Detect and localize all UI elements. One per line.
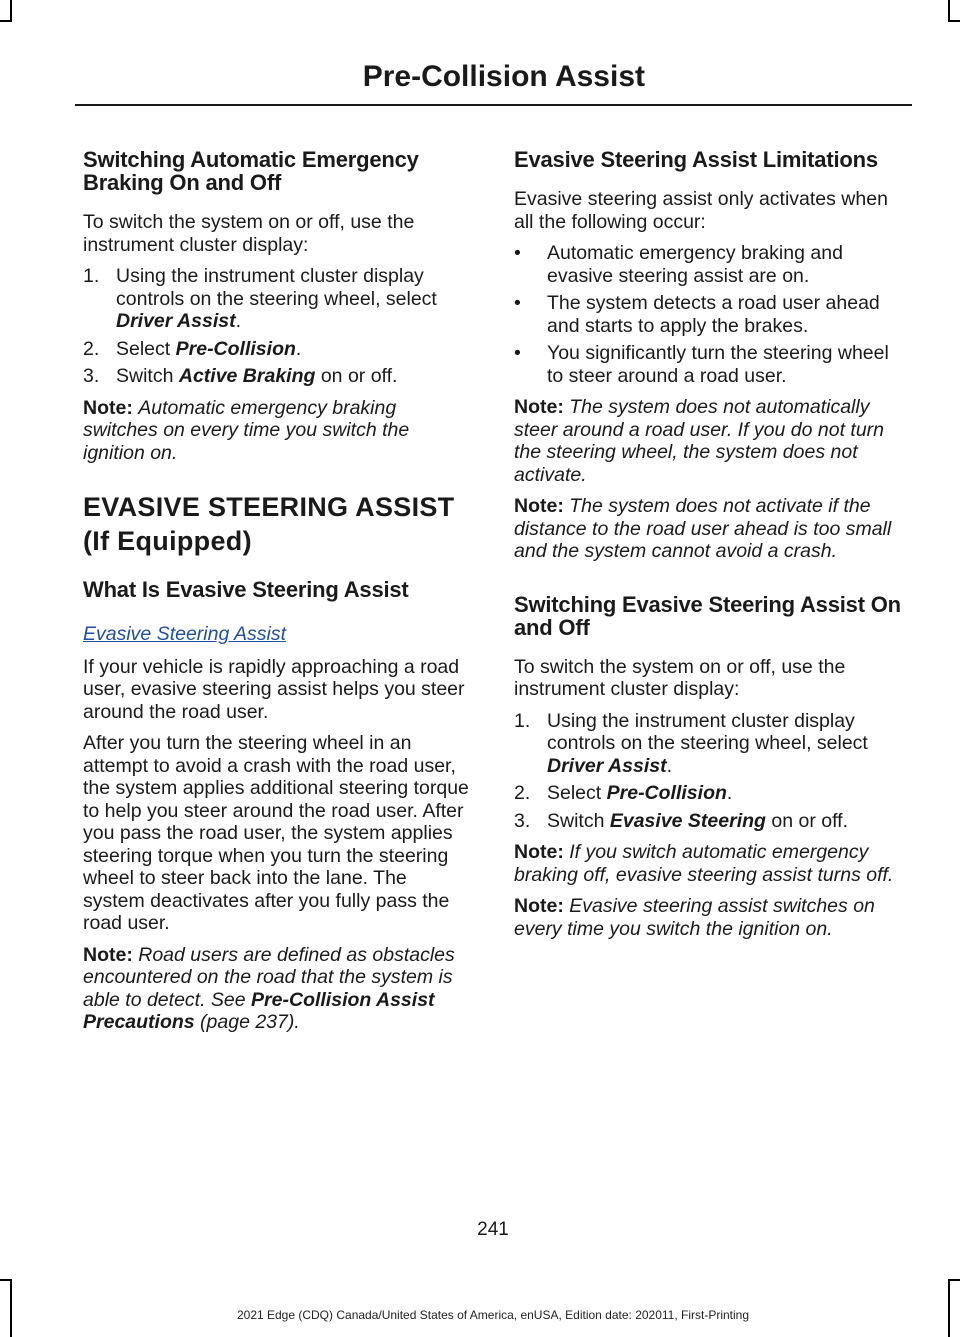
list-text-end: on or off. (765, 809, 848, 832)
list-text-end: on or off. (315, 365, 398, 387)
list-text-end: . (726, 782, 733, 804)
note (83, 944, 473, 1034)
numbered-list (83, 265, 473, 388)
list-number: 3. (514, 809, 531, 832)
list-text: Automatic emergency braking and evasive steering assist are on. (547, 242, 843, 287)
list-item (514, 782, 904, 805)
bullet-list (514, 242, 904, 387)
page-title: Pre-Collision Assist (362, 60, 645, 93)
list-text: Using the instrument cluster display controls on the steering wheel, select (547, 709, 868, 754)
list-text: Switch (116, 365, 179, 387)
crop-mark (0, 20, 12, 22)
heading-switch-esa: Switching Evasive Steering Assist On and Off (514, 591, 901, 640)
note-label: Note: (514, 895, 564, 917)
ui-term: Driver Assist (116, 310, 236, 332)
list-item (83, 265, 473, 333)
page-number: 241 (477, 1219, 509, 1240)
note-text: Evasive steering assist switches on every time you switch the ignition on. (514, 895, 875, 940)
note-label: Note: (83, 396, 133, 419)
crop-mark (948, 0, 950, 22)
header-divider (75, 104, 912, 106)
list-item (514, 342, 904, 387)
paragraph: To switch the system on or off, use the instrument cluster display: (83, 211, 415, 256)
list-item (83, 338, 473, 361)
ui-term: Driver Assist (547, 754, 667, 777)
crop-mark (948, 20, 960, 22)
edition-footer: 2021 Edge (CDQ) Canada/United States of America, enUSA, Edition date: 202011, First-Printing (236, 1308, 750, 1322)
evasive-steering-assist-link[interactable]: Evasive Steering Assist (83, 623, 287, 645)
heading-esa-limitations: Evasive Steering Assist Limitations (514, 147, 878, 172)
list-text: Select (547, 782, 607, 804)
crop-mark (948, 1279, 960, 1281)
note (83, 397, 473, 465)
ui-term: Pre-Collision (606, 782, 727, 804)
list-number: 3. (83, 365, 100, 387)
list-text: You significantly turn the steering wheel to steer around a road user. (547, 342, 889, 387)
list-text: Switch (547, 809, 610, 832)
numbered-list (514, 710, 904, 833)
note-label: Note: (83, 943, 133, 966)
list-number: 1. (83, 265, 100, 287)
right-column (514, 148, 904, 949)
list-item (514, 242, 904, 287)
list-number: 2. (514, 782, 531, 804)
note-text: The system does not automatically steer around a road user. If you do not turn the steering wheel, the system does not activate. (514, 396, 885, 486)
list-text: Select (116, 337, 176, 360)
paragraph: To switch the system on or off, use the instrument cluster display: (514, 655, 846, 700)
note (514, 495, 904, 563)
list-text: The system detects a road user ahead and starts to apply the brakes. (547, 292, 880, 337)
ui-term: Active Braking (178, 365, 316, 387)
list-item (514, 292, 904, 337)
note-text: Automatic emergency braking switches on every time you switch the ignition on. (83, 396, 410, 464)
section-heading-esa: EVASIVE STEERING ASSIST (83, 492, 455, 522)
note-label: Note: (514, 495, 564, 517)
bullet: • (514, 242, 521, 264)
heading-what-is-esa: What Is Evasive Steering Assist (83, 577, 409, 602)
crop-mark (10, 0, 12, 22)
list-text: Using the instrument cluster display controls on the steering wheel, select (116, 265, 437, 310)
page-reference: (page 237). (194, 1011, 300, 1033)
page-header (0, 60, 960, 100)
link-paragraph (83, 623, 473, 646)
note-text: Road users are defined as obstacles encountered on the road that the system is able to detect. See (83, 943, 455, 1011)
list-number: 1. (514, 709, 531, 732)
heading-switch-aeb: Switching Automatic Emergency Braking On and Off (83, 147, 419, 195)
note-text: If you switch automatic emergency braking off, evasive steering assist turns off. (514, 841, 894, 886)
bullet: • (514, 292, 521, 314)
note (514, 841, 904, 886)
list-number: 2. (83, 337, 100, 360)
list-item (514, 810, 904, 833)
list-text-end: . (235, 310, 242, 332)
left-column (83, 148, 473, 1043)
list-item (83, 365, 473, 388)
bullet: • (514, 342, 521, 364)
paragraph: After you turn the steering wheel in an attempt to avoid a crash with the road user, the system applies additional steering torque to help you steer around the road user. After you pass the road user, the system applies steering torque when you turn the steering wheel to steer back into the lane. The system deactivates after you fully pass the road user. (83, 732, 469, 934)
note (514, 396, 904, 486)
note-text: The system does not activate if the distance to the road user ahead is too small and the system cannot avoid a crash. (514, 495, 892, 562)
paragraph: If your vehicle is rapidly approaching a road user, evasive steering assist helps you steer around the road user. (83, 655, 465, 723)
section-subheading: (If Equipped) (83, 526, 252, 556)
ui-term: Pre-Collision (175, 337, 296, 360)
note-label: Note: (514, 396, 564, 418)
note (514, 895, 904, 940)
cross-reference-link[interactable]: Pre-Collision Assist Precautions (83, 988, 435, 1033)
list-text-end: . (295, 337, 302, 360)
paragraph: Evasive steering assist only activates when all the following occur: (514, 188, 888, 233)
list-text-end: . (666, 754, 673, 777)
list-item (514, 710, 904, 778)
note-label: Note: (514, 841, 564, 863)
crop-mark (0, 1279, 12, 1281)
ui-term: Evasive Steering (609, 809, 766, 832)
